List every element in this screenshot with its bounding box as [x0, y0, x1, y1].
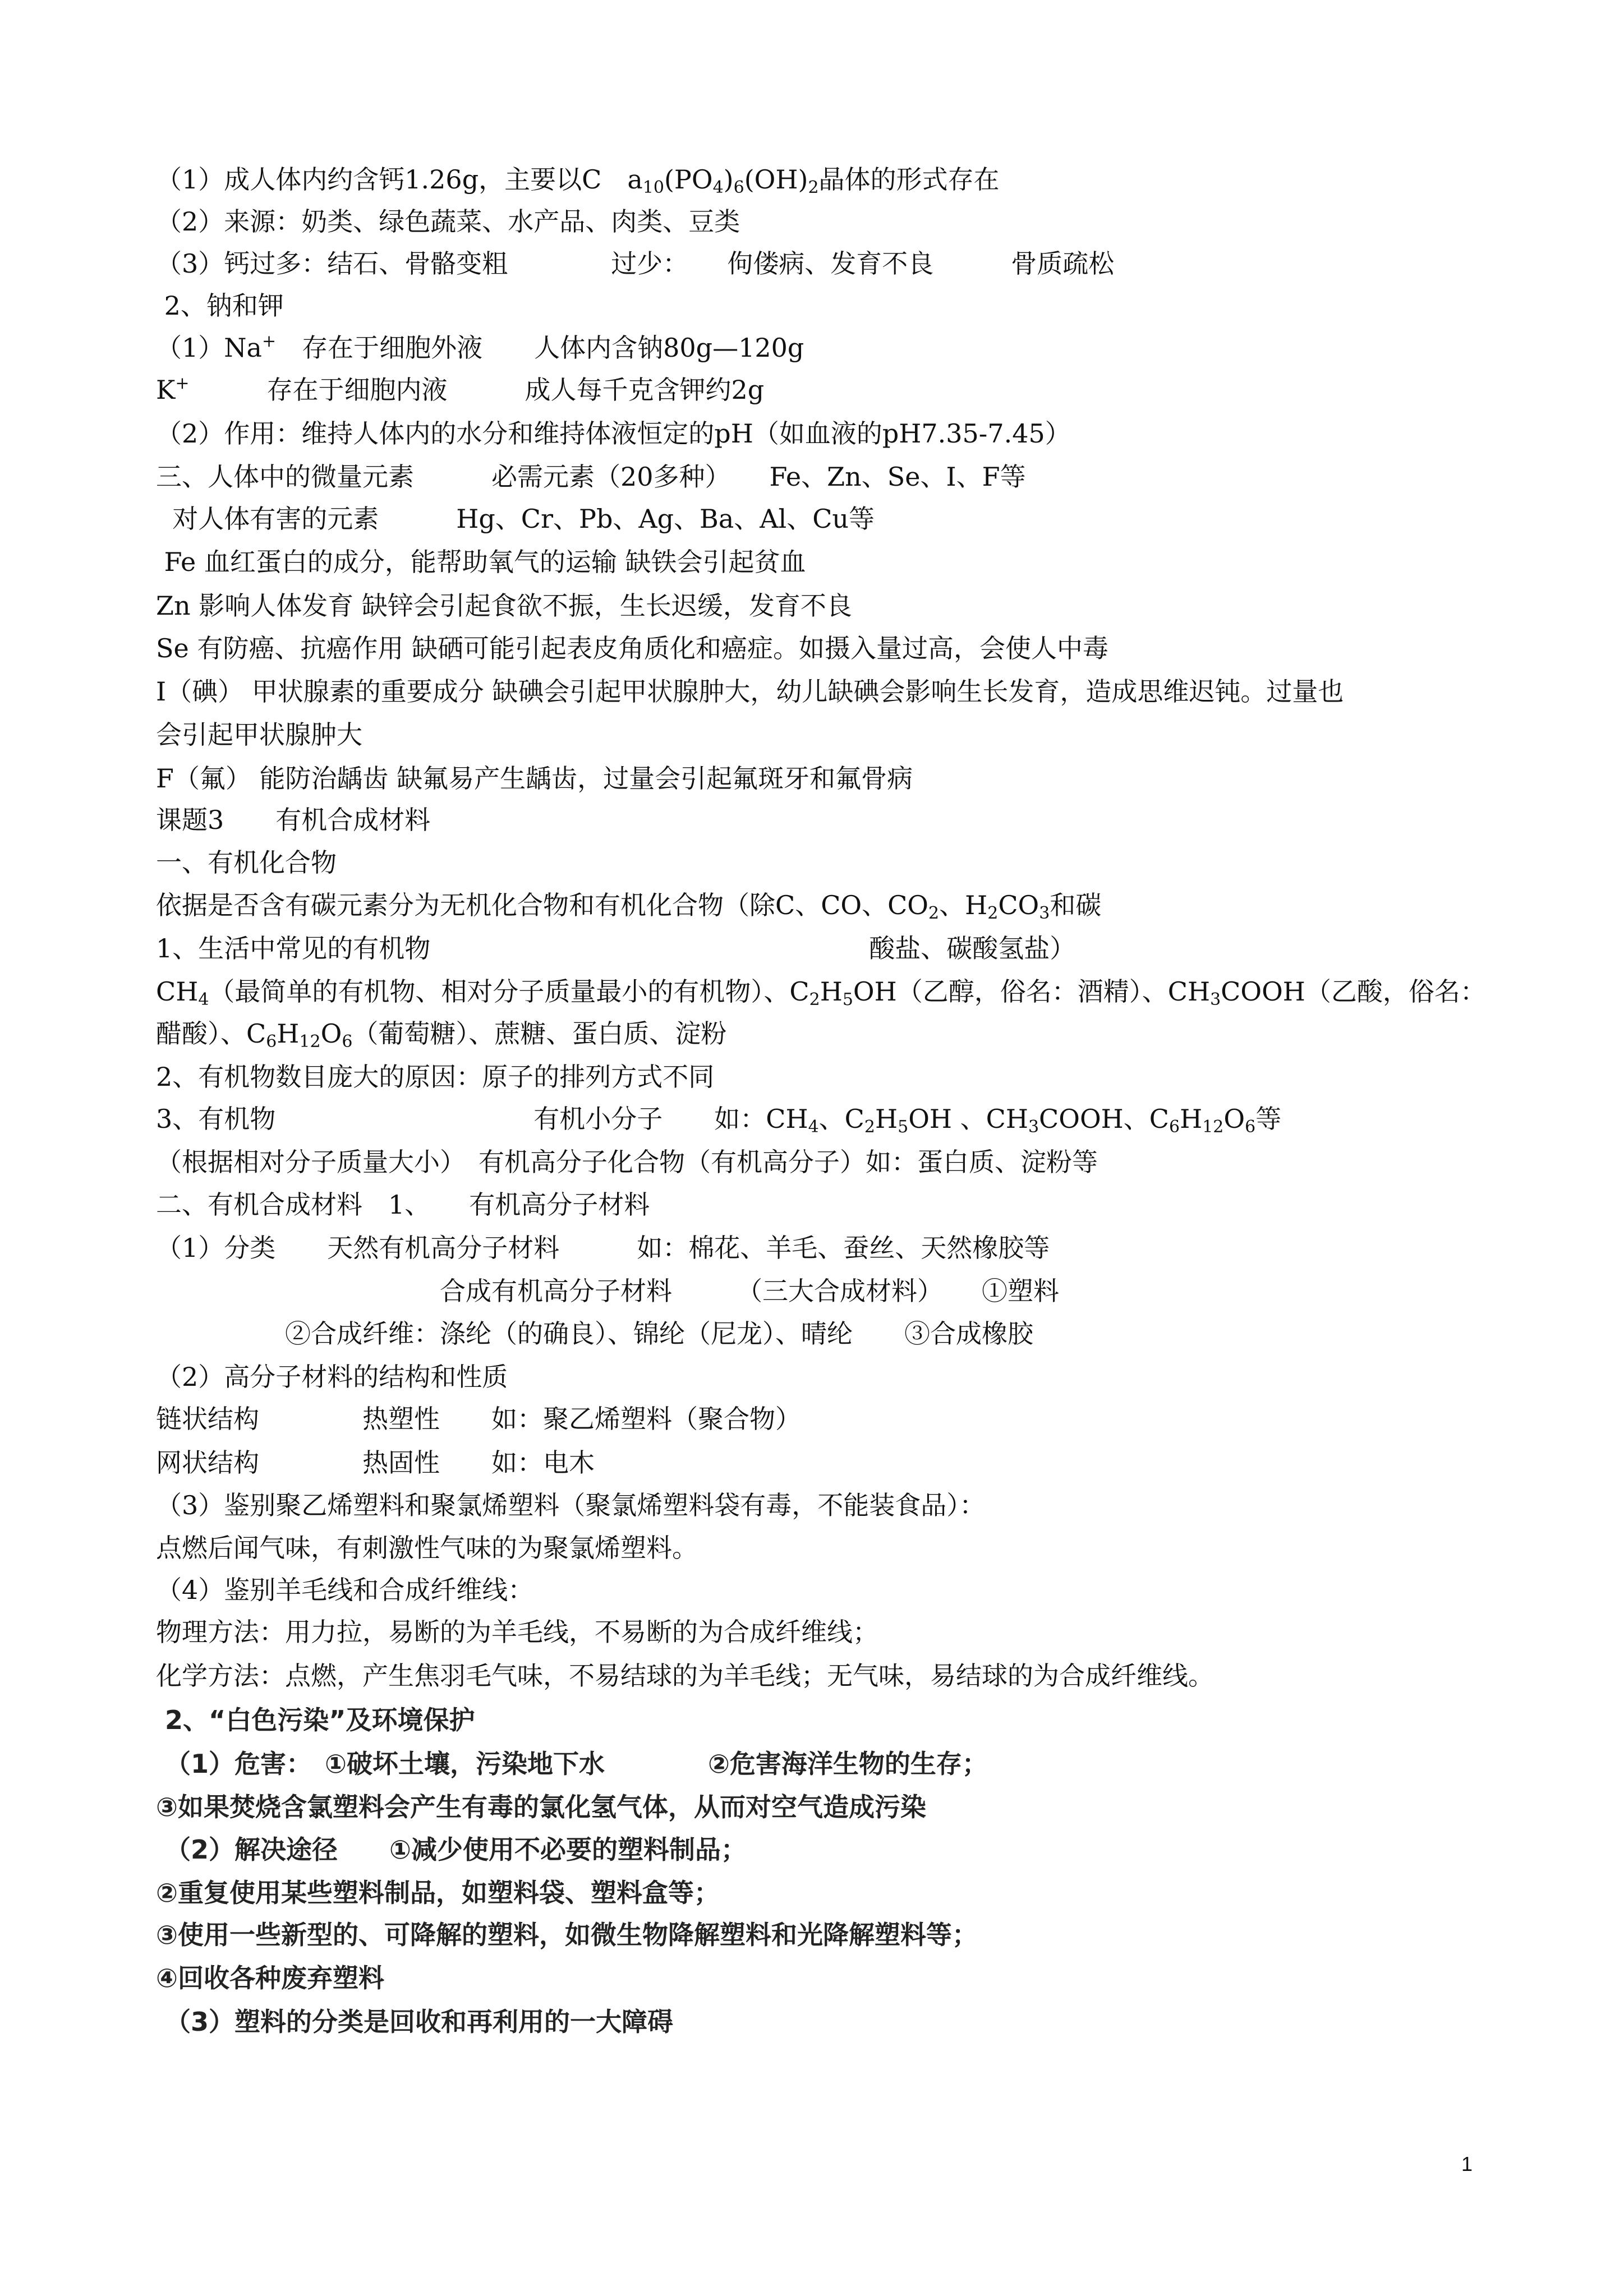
text-line: （根据相对分子质量大小） 有机高分子化合物（有机高分子）如：蛋白质、淀粉等	[156, 1147, 1098, 1177]
text-line: （2）作用：维持人体内的水分和维持体液恒定的pH（如血液的pH7.35-7.45）	[156, 418, 1071, 449]
text-line: Se 有防癌、抗癌作用 缺硒可能引起表皮角质化和癌症。如摄入量过高，会使人中毒	[156, 633, 1108, 663]
text-line: （3）鉴别聚乙烯塑料和聚氯烯塑料（聚氯烯塑料袋有毒，不能装食品）：	[156, 1490, 986, 1520]
text-line: 2、钠和钾	[156, 291, 284, 321]
text-line: F（氟） 能防治龋齿 缺氟易产生龋齿，过量会引起氟斑牙和氟骨病	[156, 763, 913, 794]
text-line: 1、生活中常见的有机物 酸盐、碳酸氢盐）	[156, 933, 1076, 963]
text-line: ③如果焚烧含氯塑料会产生有毒的氯化氢气体，从而对空气造成污染	[156, 1792, 926, 1822]
text-line: Fe 血红蛋白的成分，能帮助氧气的运输 缺铁会引起贫血	[156, 547, 806, 577]
text-line: ②重复使用某些塑料制品，如塑料袋、塑料盒等；	[156, 1878, 720, 1908]
text-line: I（碘） 甲状腺素的重要成分 缺碘会引起甲状腺肿大，幼儿缺碘会影响生长发育，造成思维迟钝。过量也	[156, 676, 1344, 707]
text-line: （1）Na+ 存在于细胞外液 人体内含钠80g—120g	[156, 331, 804, 363]
text-line: 一、有机化合物	[156, 847, 337, 878]
text-line: 2、有机物数目庞大的原因：原子的排列方式不同	[156, 1062, 715, 1092]
text-line: 二、有机合成材料 1、 有机高分子材料	[156, 1190, 650, 1220]
page-number: 1	[1461, 2152, 1473, 2175]
text-line: 化学方法：点燃，产生焦羽毛气味，不易结球的为羊毛线；无气味，易结球的为合成纤维线。	[156, 1661, 1214, 1691]
text-line: （2）高分子材料的结构和性质	[156, 1362, 508, 1392]
text-line: 课题3 有机合成材料	[156, 805, 431, 835]
text-line: 2、“白色污染”及环境保护	[156, 1705, 475, 1735]
text-line: （1）成人体内约含钙1.26g，主要以C $a_{10}(PO_4)_6(OH)_2$晶体的形式存在	[156, 164, 1000, 197]
text-line: ③使用一些新型的、可降解的塑料，如微生物降解塑料和光降解塑料等；	[156, 1920, 978, 1950]
text-line: （4）鉴别羊毛线和合成纤维线：	[156, 1575, 534, 1605]
text-line: ④回收各种废弃塑料	[156, 1963, 384, 1993]
text-line: 点燃后闻气味，有刺激性气味的为聚氯烯塑料。	[156, 1533, 698, 1563]
text-line: （3）钙过多：结石、骨骼变粗 过少： 佝偻病、发育不良 骨质疏松	[156, 248, 1115, 279]
text-line: 三、人体中的微量元素 必需元素（20多种） Fe、Zn、Se、I、F等	[156, 462, 1026, 492]
text-line: 依据是否含有碳元素分为无机化合物和有机化合物（除C、CO、$CO_2$、$H_2CO_3$和碳	[156, 890, 1102, 923]
text-line: 3、有机物 有机小分子 如：$CH_4$、$C_2H_5OH$ 、$CH_3COOH$、$C_6H_{12}O_6$等	[156, 1104, 1282, 1137]
text-line: （3）塑料的分类是回收和再利用的一大障碍	[156, 2007, 674, 2037]
text-line: 会引起甲状腺肿大	[156, 720, 362, 750]
text-line: 物理方法：用力拉，易断的为羊毛线，不易断的为合成纤维线；	[156, 1617, 878, 1647]
text-line: 醋酸）、$C_6H_{12}O_6$（葡萄糖）、蔗糖、蛋白质、淀粉	[156, 1018, 727, 1052]
text-line: （2）来源：奶类、绿色蔬菜、水产品、肉类、豆类	[156, 206, 740, 237]
text-line: Zn 影响人体发育 缺锌会引起食欲不振，生长迟缓，发育不良	[156, 591, 852, 621]
text-line: 链状结构 热塑性 如：聚乙烯塑料（聚合物）	[156, 1404, 801, 1434]
text-line: （1）危害： ①破坏土壤，污染地下水 ②危害海洋生物的生存；	[156, 1749, 988, 1779]
text-line: K+ 存在于细胞内液 成人每千克含钾约2g	[156, 374, 765, 405]
text-line: （1）分类 天然有机高分子材料 如：棉花、羊毛、蚕丝、天然橡胶等	[156, 1233, 1050, 1263]
text-line: 网状结构 热固性 如：电木	[156, 1447, 595, 1478]
text-line: 合成有机高分子材料 （三大合成材料） ①塑料	[156, 1276, 1059, 1306]
text-line: （2）解决途径 ①减少使用不必要的塑料制品；	[156, 1834, 747, 1865]
text-line: 对人体有害的元素 Hg、Cr、Pb、Ag、Ba、Al、Cu等	[156, 504, 875, 534]
text-line: ②合成纤维：涤纶（的确良）、锦纶（尼龙）、晴纶 ③合成橡胶	[156, 1318, 1033, 1349]
text-line: $CH_4$（最简单的有机物、相对分子质量最小的有机物）、$C_2H_5OH$（乙醇，俗名：酒精）、$CH_3COOH$（乙酸，俗名：	[156, 976, 1486, 1009]
